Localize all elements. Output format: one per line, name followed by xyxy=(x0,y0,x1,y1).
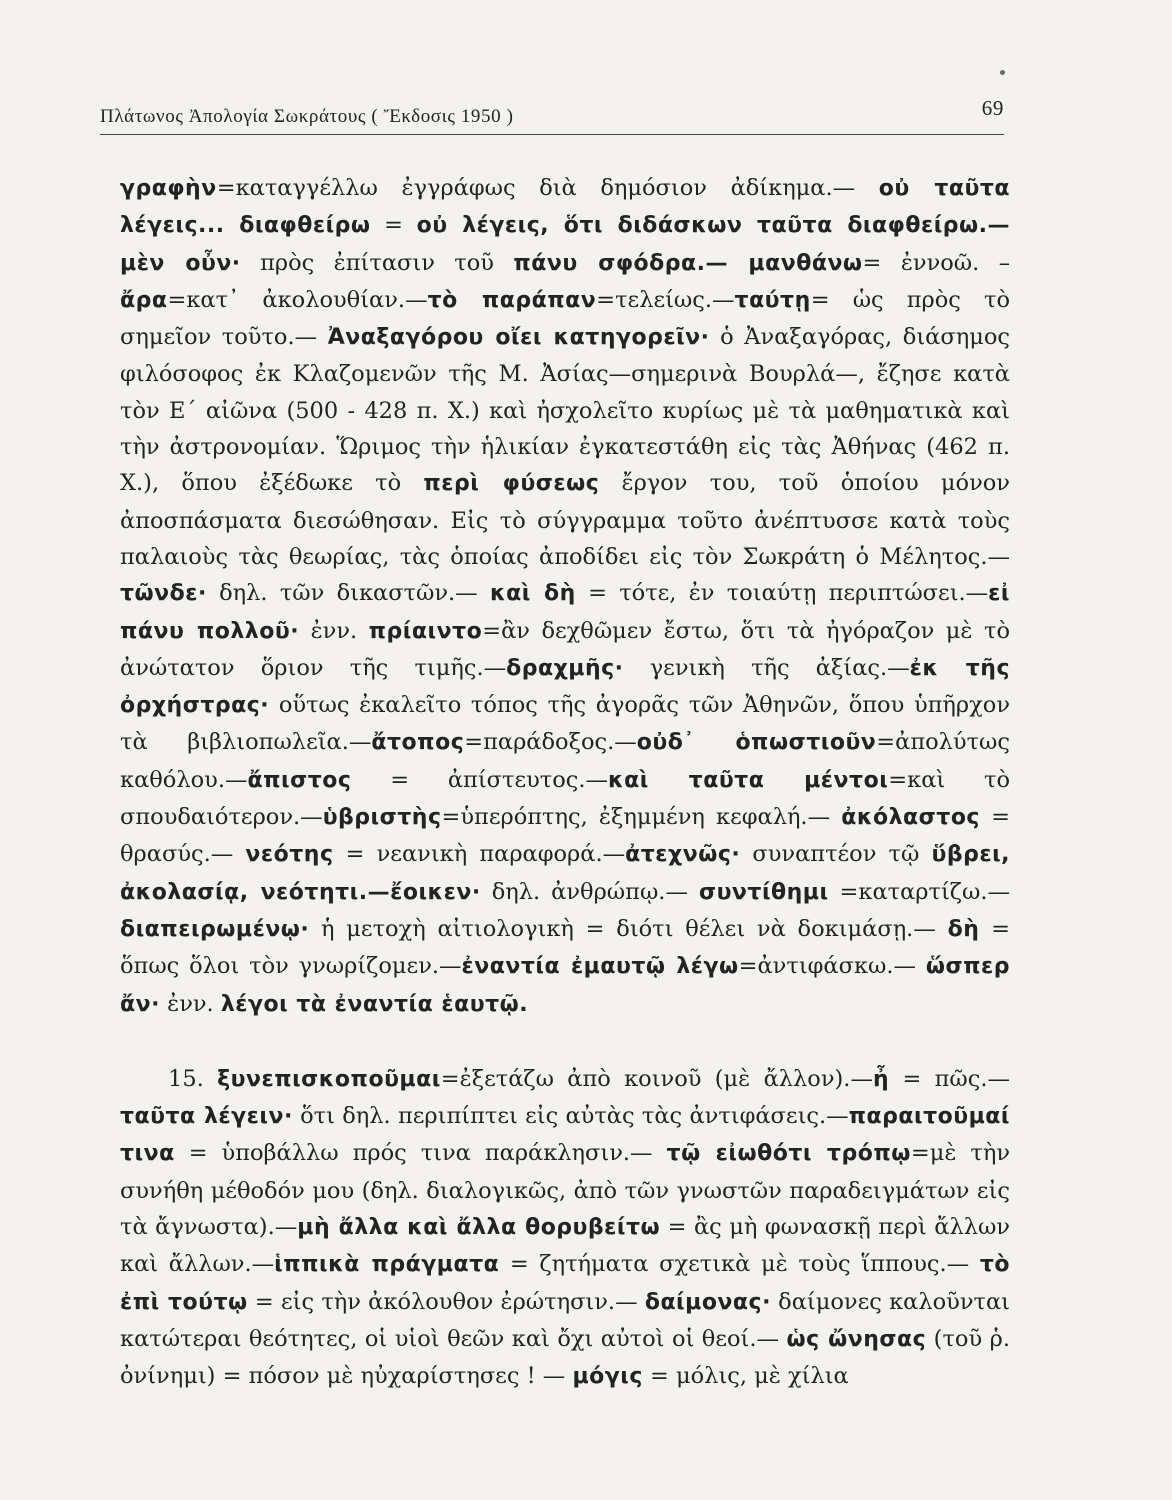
lemma-term: τὸ ἐπὶ τούτῳ xyxy=(120,1252,1010,1315)
lemma-term: τῷ εἰωθότι τρόπῳ xyxy=(666,1141,911,1167)
lemma-term: οὐ ταῦτα λέγεις... διαφθείρω xyxy=(120,176,1010,239)
lemma-term: ἀκόλαστος xyxy=(841,805,980,831)
lemma-term: οὐδ᾽ ὁπωστιοῦν xyxy=(636,730,877,756)
lemma-term: περὶ φύσεως xyxy=(423,471,600,497)
lemma-term: παραιτοῦμαί τινα xyxy=(120,1104,1010,1167)
commentary-text xyxy=(120,170,1010,1396)
gloss-text: =ἀντιφάσκω.— xyxy=(738,953,926,980)
ink-speck xyxy=(1000,70,1005,75)
lemma-term: ἄρα xyxy=(120,287,168,313)
page-number: 69 xyxy=(981,96,1004,120)
lemma-term: μὴ ἄλλα καὶ ἄλλα θορυβείτω xyxy=(297,1215,661,1241)
paragraph xyxy=(120,170,1010,1023)
gloss-text: =παράδοξος.— xyxy=(464,729,637,756)
lemma-term: δραχμῆς· xyxy=(506,655,624,681)
lemma-term: καὶ ταῦτα μέντοι xyxy=(608,767,889,793)
lemma-term: δὴ xyxy=(947,916,980,942)
gloss-text: οὕτως ἐκαλεῖτο τόπος τῆς ἀγορᾶς τῶν Ἀθηνῶν, ὅπου ὑπῆρχον τὰ βιβλιοπωλεῖα.— xyxy=(120,692,1010,756)
gloss-text: =τελείως.— xyxy=(596,286,735,313)
gloss-text: = ὅπως ὅλοι τὸν γνωρίζομεν.— xyxy=(120,915,1010,980)
gloss-text: =κατ᾽ ἀκολουθίαν.— xyxy=(167,286,428,313)
gloss-text: ὁ Ἀναξαγόρας, διάσημος φιλόσοφος ἐκ Κλαζομενῶν τῆς Μ. Ἀσίας—σημερινὰ Βουρλά—, ἔζησε κατὰ τὸν Ε΄ αἰῶνα (500 - 428 π. Χ.) καὶ ἠσχολεῖτο κυρίως μὲ τὰ μαθηματικὰ καὶ τὴν ἀστρονομίαν. Ὥριμος τὴν ἡλικίαν ἐγκατεστάθη εἰς τὰς Ἀθήνας (462 π. Χ.), ὅπου ἐξέδωκε τὸ xyxy=(120,324,1010,497)
gloss-text: =ἐξετάζω ἀπὸ κοινοῦ (μὲ ἄλλον).— xyxy=(440,1065,873,1092)
lemma-term: ἀτεχνῶς· xyxy=(625,842,741,868)
lemma-term: συντίθημι xyxy=(698,879,829,905)
lemma-term: ὑβριστὴς xyxy=(322,805,442,831)
gloss-text: = πῶς.— xyxy=(889,1065,1011,1092)
gloss-text: = ὑποβάλλω πρός τινα παράκλησιν.— xyxy=(174,1140,667,1167)
lemma-term: ὕβρει, ἀκολασίᾳ, νεότητι.—ἔοικεν· xyxy=(120,842,1010,905)
lemma-term: οὐ λέγεις, ὅτι διδάσκων ταῦτα διαφθείρω.— μὲν οὖν· xyxy=(120,213,1010,276)
gloss-text: = μόλις, μὲ χίλια xyxy=(642,1363,849,1390)
lemma-term: διαπειρωμένῳ· xyxy=(120,916,310,942)
gloss-text: = ἐννοῶ. – xyxy=(862,249,1010,276)
lemma-term: ἄτοπος xyxy=(371,730,465,756)
header-title: Πλάτωνος Ἀπολογία Σωκράτους ( Ἔκδοσις 1950 ) xyxy=(100,106,514,127)
lemma-term: ὥσπερ ἄν· xyxy=(120,954,1011,1017)
lemma-term: τῶνδε· xyxy=(120,581,207,607)
running-header xyxy=(100,96,1004,135)
lemma-term: ξυνεπισκοποῦμαι xyxy=(217,1066,441,1092)
lemma-term: ἐκ τῆς ὀρχήστρας· xyxy=(120,655,1010,719)
lemma-term: πρίαιντο xyxy=(368,618,483,644)
lemma-term: τὸ παράπαν xyxy=(427,287,597,313)
gloss-text: = νεανικὴ παραφορά.— xyxy=(333,841,626,868)
gloss-text: = ὡς πρὸς τὸ σημεῖον τοῦτο.— xyxy=(120,286,1011,351)
lemma-term: Ἀναξαγόρου οἴει κατηγορεῖν· xyxy=(327,325,710,351)
gloss-text: = xyxy=(370,212,417,239)
lemma-term: μόγις xyxy=(572,1364,643,1390)
lemma-term: ὡς ὤνησας xyxy=(786,1326,927,1352)
gloss-text: δαίμονες καλοῦνται κατώτεραι θεότητες, οἱ υἱοὶ θεῶν καὶ ὄχι αὐτοὶ οἱ θεοί.— xyxy=(120,1288,1010,1352)
gloss-text: = θρασύς.— xyxy=(120,804,1010,868)
gloss-text: = τότε, ἐν τοιαύτῃ περιπτώσει.— xyxy=(575,580,989,607)
gloss-text: (τοῦ ῥ. ὀνίνημι) = πόσον μὲ ηὐχαρίστησες ! — xyxy=(120,1325,1010,1390)
lemma-term: γραφὴν xyxy=(120,176,217,201)
gloss-text: =μὲ τὴν συνήθη μέθοδόν μου (δηλ. διαλογικῶς, ἀπὸ τῶν γνωστῶν παραδειγμάτων εἰς τὰ ἄγνωστα).— xyxy=(120,1140,1011,1241)
gloss-text: =ἀπολύτως καθόλου.— xyxy=(120,729,1010,793)
lemma-term: εἰ πάνυ πολλοῦ· xyxy=(120,581,1010,644)
gloss-text: πρὸς ἐπίτασιν τοῦ xyxy=(240,249,514,276)
gloss-text: δηλ. τῶν δικαστῶν.— xyxy=(206,580,490,607)
lemma-term: ἄπιστος xyxy=(247,767,352,793)
lemma-term: ταύτῃ xyxy=(734,287,811,313)
gloss-text: = ἂς μὴ φωνασκῇ περὶ ἄλλων καὶ ἄλλων.— xyxy=(120,1214,1010,1278)
lemma-term: ταῦτα λέγειν· xyxy=(120,1104,293,1130)
gloss-text: ἔργον του, τοῦ ὁποίου μόνον ἀποσπάσματα διεσώθησαν. Εἰς τὸ σύγγραμμα τοῦτο ἀνέπτυσσε κατὰ τοὺς παλαιοὺς τὰς θεωρίας, τὰς ὁποίας ἀποδίδει εἰς τὸν Σωκράτη ὁ Μέλητος.— xyxy=(120,470,1010,570)
paragraph xyxy=(120,1061,1010,1396)
lemma-term: δαίμονας· xyxy=(644,1289,771,1315)
lemma-term: ἐναντία ἐμαυτῷ λέγω xyxy=(461,954,739,980)
gloss-text: ἐνν. xyxy=(299,617,369,644)
gloss-text: ὅτι δηλ. περιπίπτει εἰς αὐτὰς τὰς ἀντιφάσεις.— xyxy=(292,1103,849,1130)
gloss-text: γενικὴ τῆς ἀξίας.— xyxy=(623,654,910,681)
lemma-term: ἦ xyxy=(872,1066,890,1092)
gloss-text: =καταγγέλλω ἐγγράφως διὰ δημόσιον ἀδίκημα.— xyxy=(216,175,879,201)
gloss-text: = εἰς τὴν ἀκόλουθον ἐρώτησιν.— xyxy=(247,1288,645,1315)
lemma-term: ἱππικὰ πράγματα xyxy=(274,1252,500,1278)
lemma-term: πάνυ σφόδρα.— μανθάνω xyxy=(513,250,863,276)
gloss-text: =ἂν δεχθῶμεν ἔστω, ὅτι τὰ ἠγόραζον μὲ τὸ ἀνώτατον ὅριον τῆς τιμῆς.— xyxy=(120,617,1010,681)
gloss-text: = ἀπίστευτος.— xyxy=(351,766,609,793)
lemma-term: νεότης xyxy=(245,842,334,868)
gloss-text: =καὶ τὸ σπουδαιότερον.— xyxy=(120,766,1010,831)
lemma-term: καὶ δὴ xyxy=(489,581,576,607)
gloss-text: = ζητήματα σχετικὰ μὲ τοὺς ἵππους.— xyxy=(499,1251,980,1278)
gloss-text: δηλ. ἀνθρώπῳ.— xyxy=(480,878,699,905)
gloss-text: =καταρτίζω.— xyxy=(828,878,1010,905)
gloss-text: ἡ μετοχὴ αἰτιολογικὴ = διότι θέλει νὰ δοκιμάσῃ.— xyxy=(309,915,948,942)
gloss-text: 15. xyxy=(168,1065,218,1092)
gloss-text: συναπτέον τῷ xyxy=(740,841,932,868)
gloss-text: =ὑπερόπτης, ἐξημμένη κεφαλή.— xyxy=(441,804,842,831)
gloss-text: ἐνν. xyxy=(159,990,221,1017)
lemma-term: λέγοι τὰ ἐναντία ἑαυτῷ. xyxy=(220,991,529,1017)
